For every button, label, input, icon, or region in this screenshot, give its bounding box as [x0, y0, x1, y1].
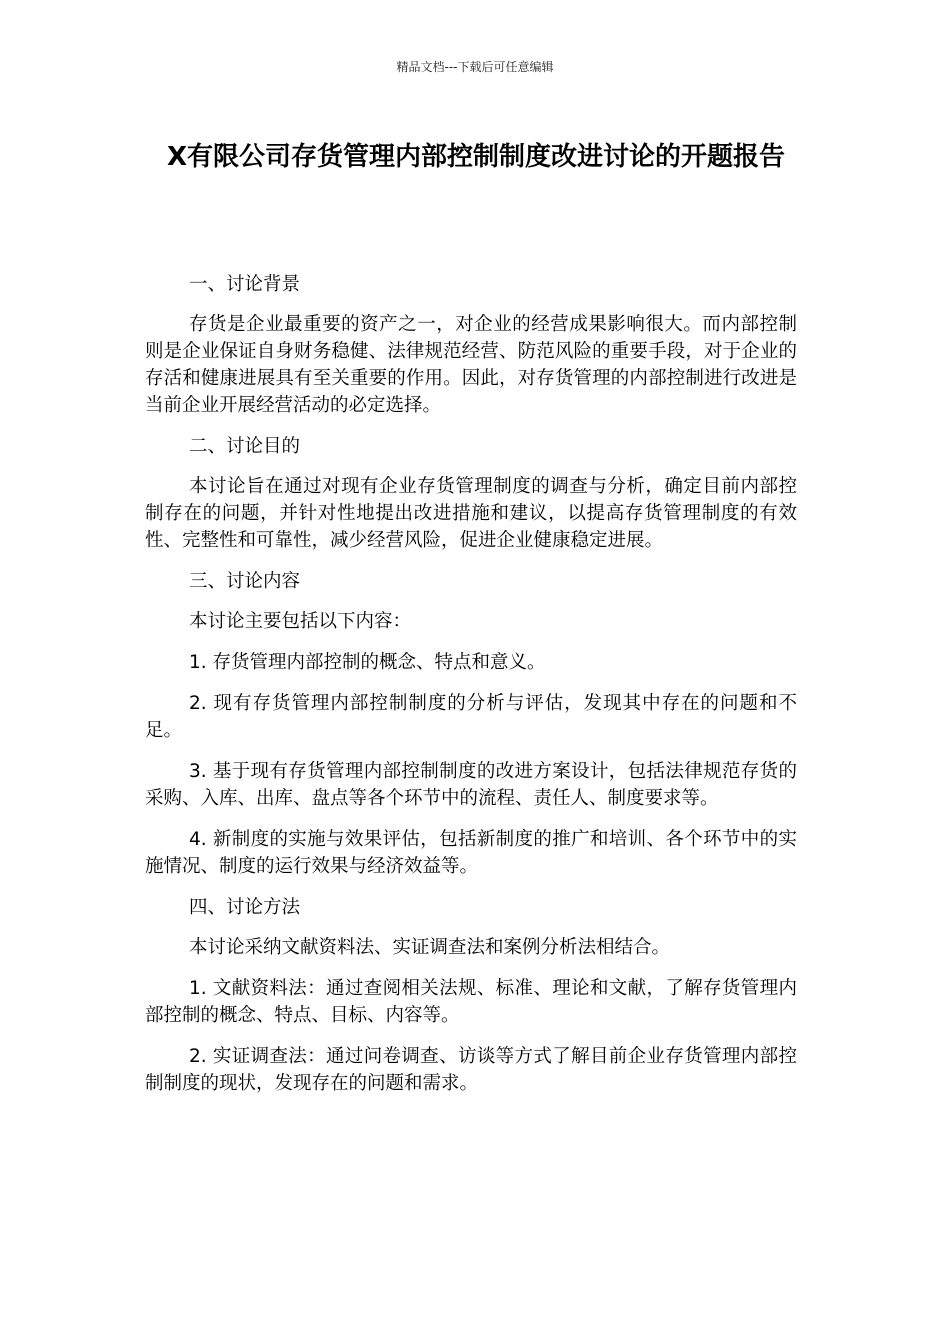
document-body	[145, 271, 797, 1111]
paragraph: 存货是企业最重要的资产之一，对企业的经营成果影响很大。而内部控制则是企业保证自身财务稳健、法律规范经营、防范风险的重要手段，对于企业的存活和健康进展具有至关重要的作用。因此，对存货管理的内部控制进行改进是当前企业开展经营活动的必定选择。	[145, 314, 797, 416]
list-item: 1. 文献资料法：通过查阅相关法规、标准、理论和文献，了解存货管理内部控制的概念、特点、目标、内容等。	[145, 978, 797, 1026]
list-item: 4. 新制度的实施与效果评估，包括新制度的推广和培训、各个环节中的实施情况、制度的运行效果与经济效益等。	[145, 829, 797, 877]
list-item: 2. 现有存货管理内部控制制度的分析与评估，发现其中存在的问题和不足。	[145, 693, 797, 741]
paragraph: 本讨论采纳文献资料法、实证调查法和案例分析法相结合。	[189, 937, 671, 958]
section-heading: 二、讨论目的	[189, 436, 301, 457]
document-title: X有限公司存货管理内部控制制度改进讨论的开题报告	[166, 142, 786, 172]
section-heading: 三、讨论内容	[189, 571, 301, 592]
list-item: 2. 实证调查法：通过问卷调查、访谈等方式了解目前企业存货管理内部控制制度的现状，发现存在的问题和需求。	[145, 1046, 797, 1094]
paragraph: 本讨论主要包括以下内容：	[189, 611, 412, 632]
list-item: 1. 存货管理内部控制的概念、特点和意义。	[189, 652, 546, 673]
section-heading: 四、讨论方法	[189, 897, 301, 918]
list-item: 3. 基于现有存货管理内部控制制度的改进方案设计，包括法律规范存货的采购、入库、出库、盘点等各个环节中的流程、责任人、制度要求等。	[145, 761, 797, 809]
page-header: 精品文档---下载后可任意编辑	[396, 60, 554, 74]
paragraph: 本讨论旨在通过对现有企业存货管理制度的调查与分析，确定目前内部控制存在的问题，并针对性地提出改进措施和建议，以提高存货管理制度的有效性、完整性和可靠性，减少经营风险，促进企业健康稳定进展。	[145, 476, 797, 551]
section-heading: 一、讨论背景	[189, 274, 301, 295]
